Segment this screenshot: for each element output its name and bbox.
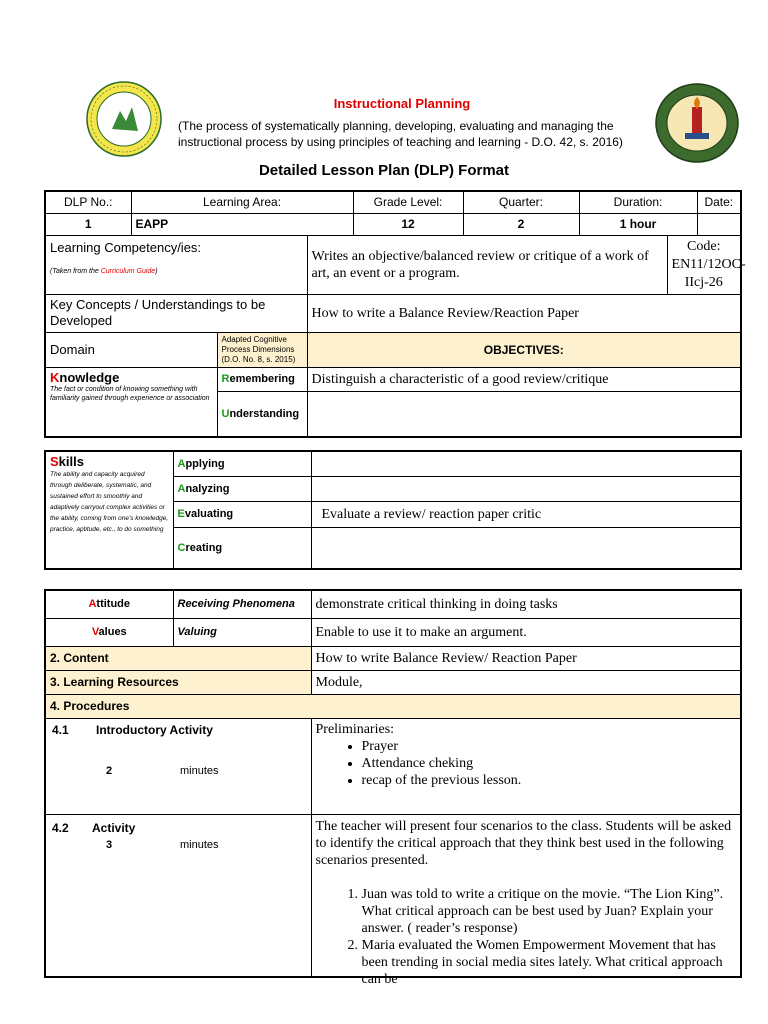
applying-label: Applying (173, 451, 311, 476)
activity-minutes-label: minutes (180, 838, 219, 851)
grade-level-label: Grade Level: (353, 191, 463, 213)
knowledge-description: The fact or condition of knowing something with familiarity gained through experience or association (50, 385, 210, 402)
analyzing-objective (311, 476, 741, 501)
competency-note: (Taken from the Curriculum Guide) (50, 267, 158, 275)
date-value (697, 213, 741, 235)
procedures-label: 4. Procedures (45, 694, 741, 718)
key-concepts-label: Key Concepts / Understandings to be Developed (45, 294, 307, 332)
document-title: Detailed Lesson Plan (DLP) Format (258, 162, 510, 179)
attitude-objective: demonstrate critical thinking in doing tasks (311, 590, 741, 618)
list-item: • Attendance cheking (362, 755, 737, 772)
understanding-label: Understanding (217, 391, 307, 437)
intro-list (316, 738, 737, 789)
duration-value: 1 hour (579, 213, 697, 235)
key-concepts-text: How to write a Balance Review/Reaction Paper (307, 294, 741, 332)
school-seal-logo (655, 83, 739, 163)
intro-heading: Preliminaries: (315, 721, 395, 737)
intro-title: Introductory Activity (96, 722, 213, 737)
dlp-no-value: 1 (45, 213, 131, 235)
applying-objective (311, 451, 741, 476)
remembering-objective: Distinguish a characteristic of a good review/critique (307, 367, 741, 391)
learning-area-value: EAPP (131, 213, 353, 235)
skills-cell (45, 451, 173, 569)
competency-label-cell (45, 235, 307, 294)
grade-level-value: 12 (353, 213, 463, 235)
intro-number: 4.1 (52, 722, 69, 737)
objectives-header: OBJECTIVES: (307, 332, 741, 367)
quarter-value: 2 (463, 213, 579, 235)
duration-label: Duration: (579, 191, 697, 213)
competency-label: Learning Competency/ies: (50, 239, 202, 255)
code-label: Code: (687, 238, 721, 254)
content-label: 2. Content (45, 646, 311, 670)
instructional-planning-title: Instructional Planning (333, 96, 471, 111)
code-value: EN11/12OC-IIcj-26 (671, 256, 746, 290)
evaluating-objective: Evaluate a review/ reaction paper critic (311, 501, 741, 527)
activity-title: Activity (92, 820, 136, 835)
domain-header: Domain (45, 332, 217, 367)
dlp-no-label: DLP No.: (45, 191, 131, 213)
skills-heading: Skills (50, 454, 84, 469)
creating-objective (311, 527, 741, 569)
date-label: Date: (697, 191, 741, 213)
activity-scenarios (316, 886, 737, 988)
values-label: Values (45, 618, 173, 646)
creating-label: Creating (173, 527, 311, 569)
adapted-dimensions-header: Adapted Cognitive Process Dimensions (D.O. No. 8, s. 2015) (217, 332, 307, 367)
skills-table (44, 450, 742, 570)
values-level: Valuing (173, 618, 311, 646)
competency-text: Writes an objective/balanced review or critique of a work of art, an event or a program. (307, 235, 667, 294)
remembering-label: Remembering (217, 367, 307, 391)
competency-code-cell (667, 235, 746, 294)
list-item: 1. Juan was told to write a critique on the movie. “The Lion King”. What critical approach can be best used by Juan? Explain your answer. ( reader’s response) (362, 886, 737, 937)
values-objective: Enable to use it to make an argument. (311, 618, 741, 646)
understanding-objective (307, 391, 741, 437)
resources-value: Module, (311, 670, 741, 694)
attitude-label: Attitude (45, 590, 173, 618)
learning-area-label: Learning Area: (131, 191, 353, 213)
activity-minutes-value: 3 (106, 838, 113, 851)
skills-description: The ability and capacity acquired through deliberate, systematic, and sustained effort to smoothly and adaptively carryout complex activities or the ability, coming from one's knowledge, practice, aptitude, etc., to do something (50, 471, 169, 533)
evaluating-label: Evaluating (173, 501, 311, 527)
list-item: 2. Maria evaluated the Women Empowerment Movement that has been trending in social media sites lately. What critical approach can be (362, 937, 737, 988)
activity-content (311, 814, 741, 987)
content-value: How to write Balance Review/ Reaction Paper (311, 646, 741, 670)
quarter-label: Quarter: (463, 191, 579, 213)
instructional-planning-description: (The process of systematically planning, developing, evaluating and managing the instructional process by using principles of teaching and learning - D.O. 42, s. 2016) (178, 119, 623, 149)
list-item: • recap of the previous lesson. (362, 772, 737, 789)
activity-cell (45, 814, 311, 977)
lesson-info-table (44, 190, 746, 438)
activity-text: The teacher will present four scenarios to the class. Students will be asked to identify the critical approach that they think best used in the following scenarios presented. (315, 818, 732, 868)
attitude-level: Receiving Phenomena (173, 590, 311, 618)
list-item: • Prayer (362, 738, 737, 755)
procedures-table (44, 589, 742, 987)
analyzing-label: Analyzing (173, 476, 311, 501)
activity-number: 4.2 (52, 820, 69, 835)
knowledge-cell (45, 367, 217, 437)
intro-activity-cell (45, 718, 311, 814)
intro-activity-content (311, 718, 741, 814)
resources-label: 3. Learning Resources (45, 670, 311, 694)
intro-minutes-value: 2 (106, 764, 113, 777)
knowledge-heading: Knowledge (50, 369, 120, 385)
deped-seal-logo (86, 81, 162, 157)
intro-minutes-label: minutes (180, 764, 219, 777)
